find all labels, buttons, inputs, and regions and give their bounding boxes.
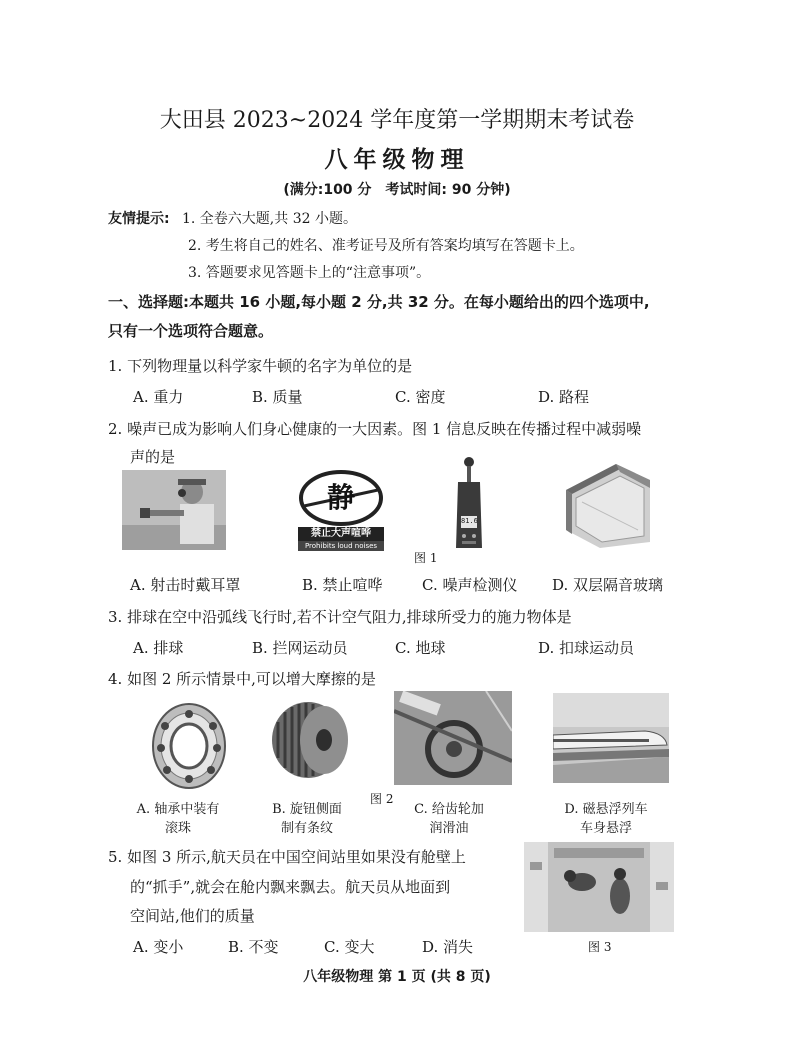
q5-option-b: B. 不变 — [228, 938, 279, 956]
question-5-stem-line3: 空间站,他们的质量 — [130, 907, 255, 925]
ball-bearing-photo — [148, 700, 230, 792]
tip-item-1: 1. 全卷六大题,共 32 小题。 — [182, 211, 357, 227]
q3-option-a: A. 排球 — [133, 639, 184, 657]
q5-option-a: A. 变小 — [133, 938, 184, 956]
subject-title: 八年级物理 — [324, 146, 470, 173]
q1-option-c: C. 密度 — [395, 388, 446, 406]
question-2-stem-line2: 声的是 — [130, 448, 176, 466]
maglev-train-photo — [553, 693, 669, 783]
q2-option-a: A. 射击时戴耳罩 — [130, 576, 241, 594]
section-heading-line2: 只有一个选项符合题意。 — [108, 322, 274, 340]
noise-meter-device — [452, 456, 486, 552]
tip-item-3: 3. 答题要求见答题卡上的“注意事项”。 — [188, 265, 431, 281]
meter-reading: 81.6 — [461, 517, 478, 525]
q3-option-d: D. 扣球运动员 — [538, 639, 635, 657]
q2-option-d: D. 双层隔音玻璃 — [552, 576, 664, 594]
exam-meta: (满分:100 分 考试时间: 90 分钟) — [283, 182, 511, 198]
space-station-astronauts-photo — [524, 842, 674, 932]
q1-option-b: B. 质量 — [252, 388, 303, 406]
question-1-stem: 1. 下列物理量以科学家牛顿的名字为单位的是 — [108, 357, 413, 375]
q1-option-a: A. 重力 — [133, 388, 184, 406]
sign-character: 静 — [326, 481, 355, 514]
tip-item-2: 2. 考生将自己的姓名、准考证号及所有答案均填写在答题卡上。 — [188, 238, 584, 254]
q4-option-d: D. 磁悬浮列车 车身悬浮 — [564, 802, 648, 836]
question-4-stem: 4. 如图 2 所示情景中,可以增大摩擦的是 — [108, 670, 376, 688]
q4-option-a: A. 轴承中装有 滚珠 — [136, 802, 220, 836]
section-heading-line1: 一、选择题:本题共 16 小题,每小题 2 分,共 32 分。在每小题给出的四个选项中, — [108, 293, 650, 311]
bicycle-gear-oil-photo — [394, 691, 512, 785]
question-5-stem-line2: 的“抓手”,就会在舱内飘来飘去。航天员从地面到 — [130, 878, 451, 896]
question-5-stem-line1: 5. 如图 3 所示,航天员在中国空间站里如果没有舱壁上 — [108, 848, 466, 866]
figure-1-label: 图 1 — [414, 551, 438, 565]
q5-option-c: C. 变大 — [324, 938, 375, 956]
q5-option-d: D. 消失 — [422, 938, 474, 956]
question-3-stem: 3. 排球在空中沿弧线飞行时,若不计空气阻力,排球所受力的施力物体是 — [108, 608, 572, 626]
q3-option-c: C. 地球 — [395, 639, 446, 657]
q1-option-d: D. 路程 — [538, 388, 590, 406]
figure-3-label: 图 3 — [588, 940, 612, 954]
sign-english-text: Prohibits loud noises — [298, 541, 384, 551]
exam-title: 大田县 2023~2024 学年度第一学期期末考试卷 — [159, 108, 635, 133]
ridged-knob-photo — [268, 696, 354, 782]
no-noise-sign — [298, 470, 384, 550]
figure-2-label: 图 2 — [370, 792, 394, 806]
q4-option-b: B. 旋钮侧面 制有条纹 — [272, 802, 342, 836]
q2-option-c: C. 噪声检测仪 — [422, 576, 518, 594]
q3-option-b: B. 拦网运动员 — [252, 639, 348, 657]
tips-label: 友情提示: — [108, 211, 170, 227]
q2-option-b: B. 禁止喧哗 — [302, 576, 383, 594]
question-2-stem-line1: 2. 噪声已成为影响人们身心健康的一大因素。图 1 信息反映在传播过程中减弱噪 — [108, 420, 642, 438]
q4-option-c: C. 给齿轮加 润滑油 — [414, 802, 484, 836]
sign-chinese-text: 禁止大声喧哗 — [298, 527, 384, 541]
page-footer: 八年级物理 第 1 页 (共 8 页) — [303, 969, 491, 985]
shooter-earmuffs-photo — [122, 470, 226, 550]
double-glazed-window-photo — [556, 460, 654, 550]
